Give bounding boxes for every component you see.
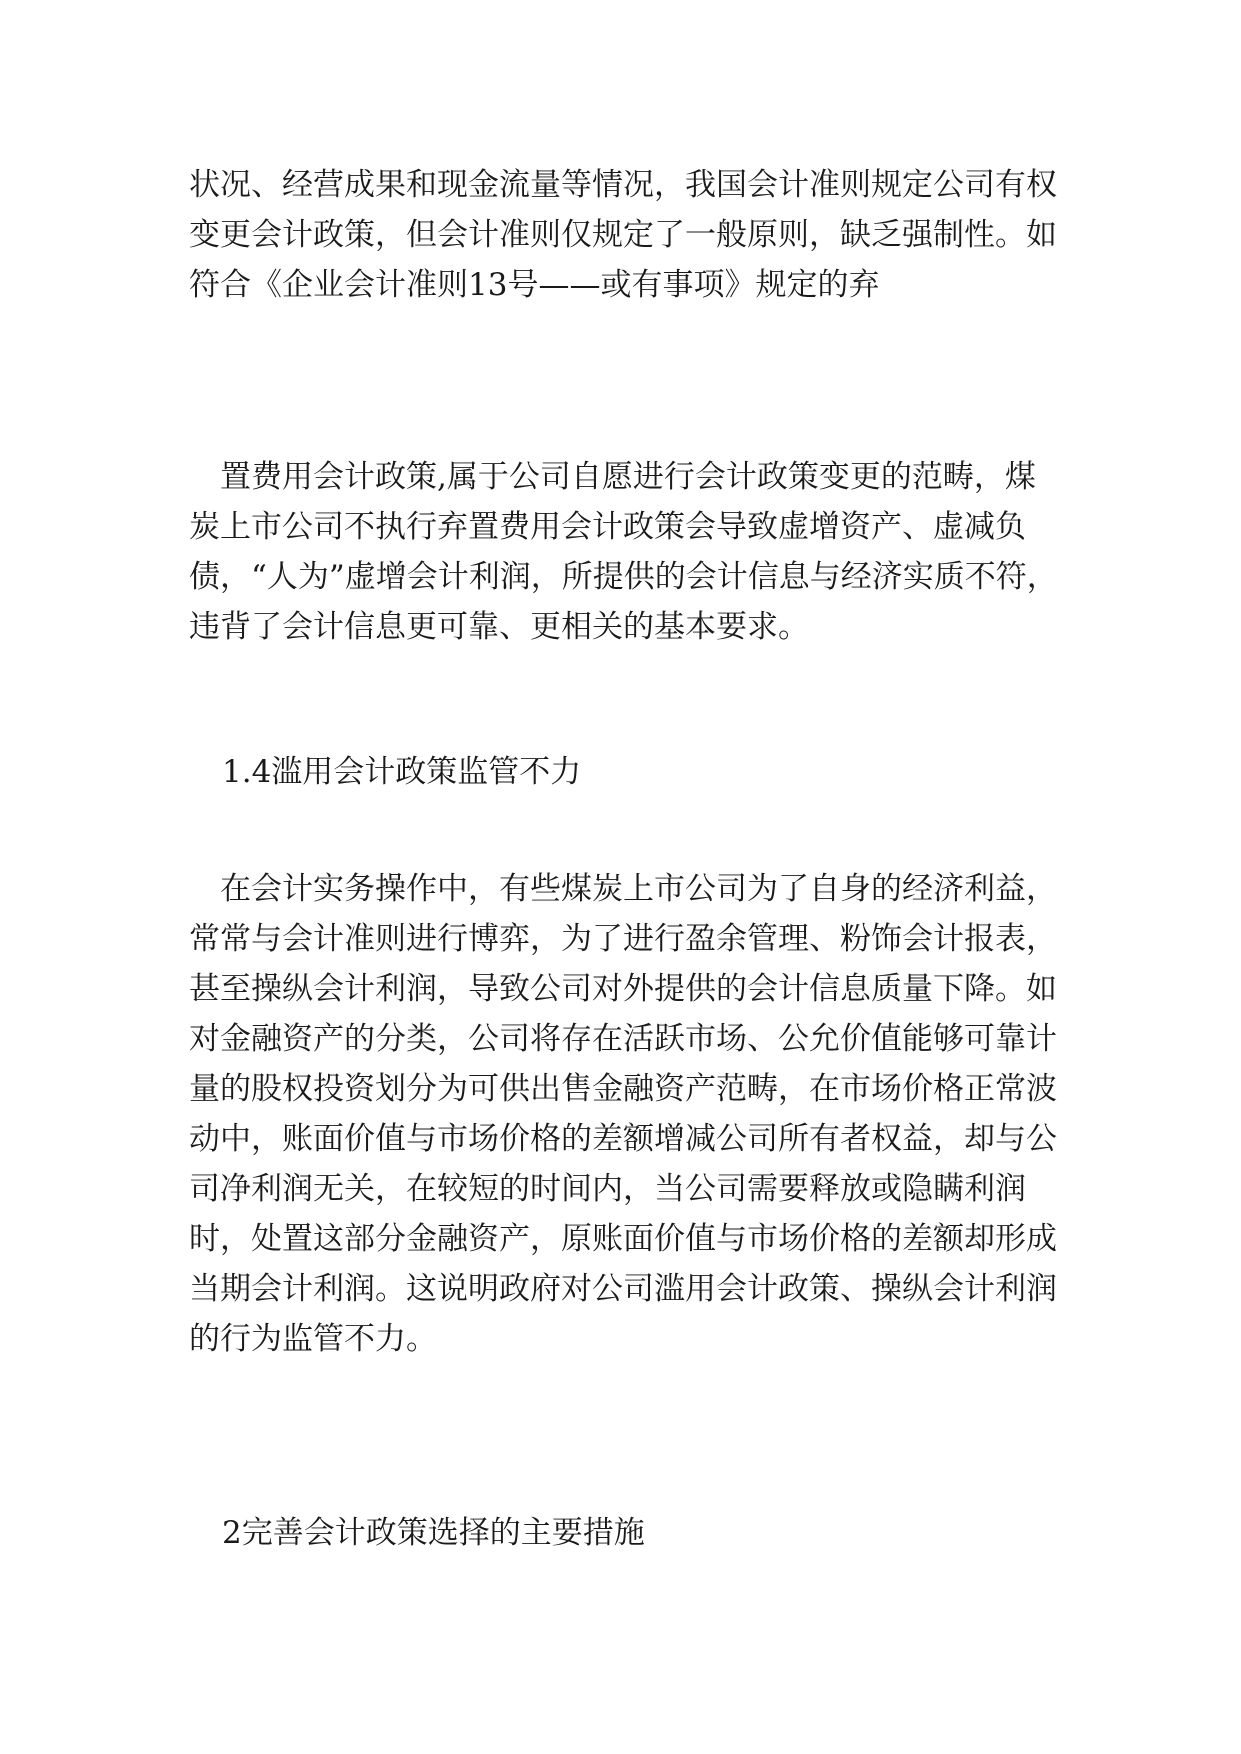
paragraph-continued: 状况、经营成果和现金流量等情况，我国会计准则规定公司有权变更会计政策，但会计准则仅规定了一般原则，缺乏强制性。如符合《企业会计准则13号——或有事项》规定的弃 xyxy=(189,167,1057,303)
section-heading-1-4: 1.4滥用会计政策监管不力 xyxy=(222,754,582,790)
section-heading-2: 2完善会计政策选择的主要措施 xyxy=(222,1515,645,1551)
paragraph-supervision: 在会计实务操作中，有些煤炭上市公司为了自身的经济利益，常常与会计准则进行博弈，为了进行盈余管理、粉饰会计报表，甚至操纵会计利润，导致公司对外提供的会计信息质量下降。如对金融资产的分类，公司将存在活跃市场、公允价值能够可靠计量的股权投资划分为可供出售金融资产范畴，在市场价格正常波动中，账面价值与市场价格的差额增减公司所有者权益，却与公司净利润无关，在较短的时间内，当公司需要释放或隐瞒利润时，处置这部分金融资产，原账面价值与市场价格的差额却形成当期会计利润。这说明政府对公司滥用会计政策、操纵会计利润的行为监管不力。 xyxy=(189,871,1057,1357)
paragraph-disposal-cost: 置费用会计政策,属于公司自愿进行会计政策变更的范畴，煤炭上市公司不执行弃置费用会计政策会导致虚增资产、虚减负债，“人为”虚增会计利润，所提供的会计信息与经济实质不符，违背了会计信息更可靠、更相关的基本要求。 xyxy=(189,459,1058,645)
